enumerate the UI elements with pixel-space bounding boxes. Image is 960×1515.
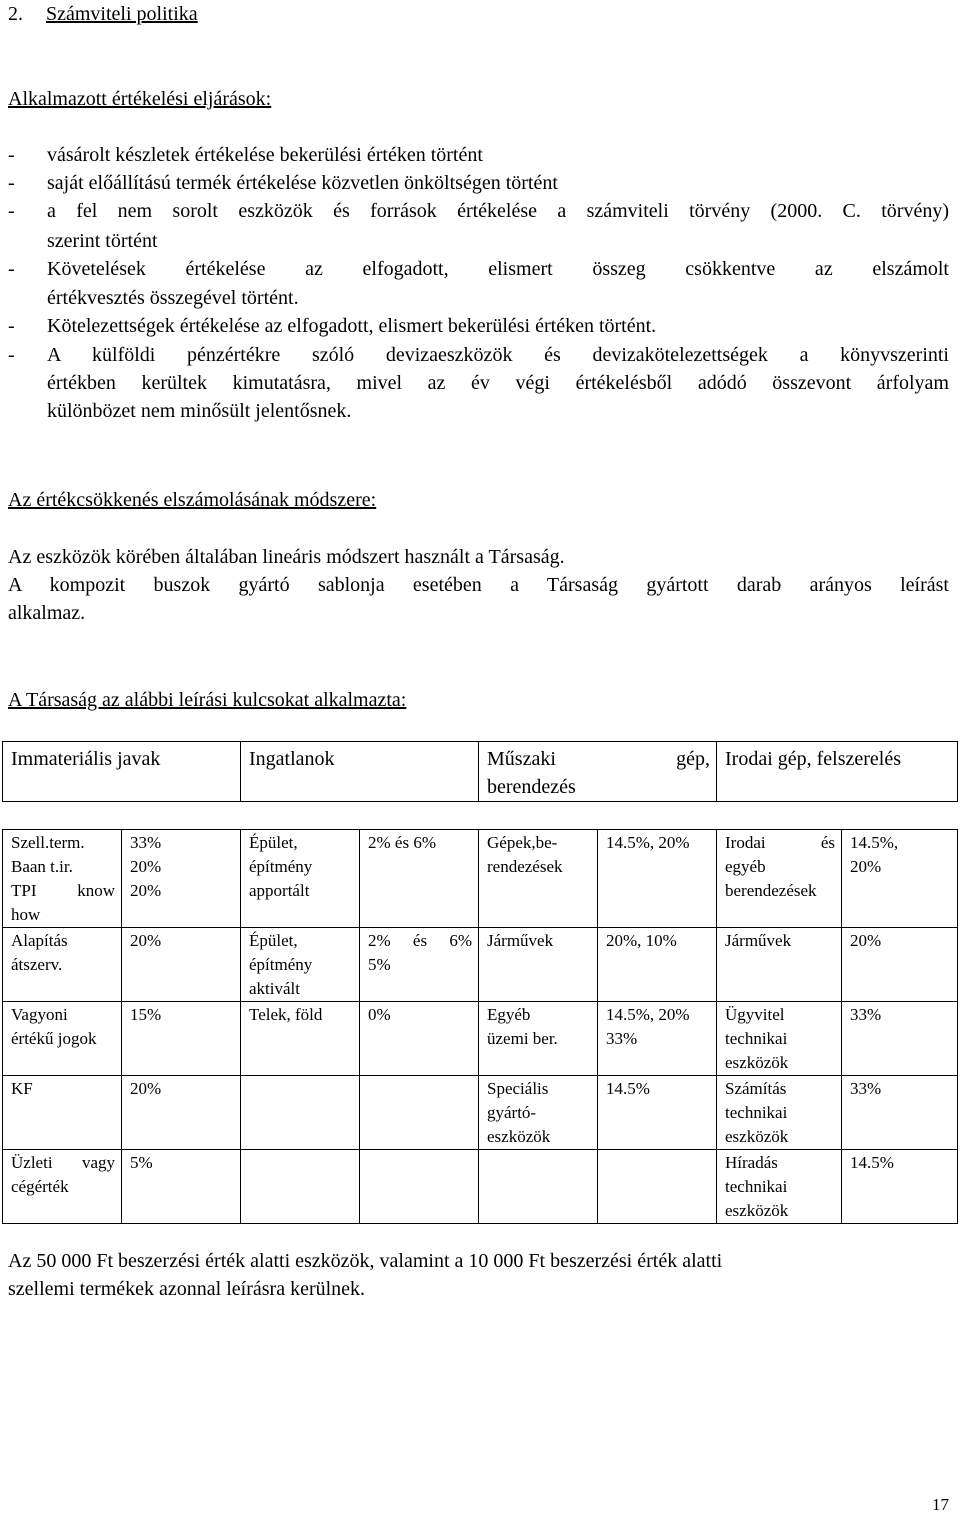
table-cell	[598, 928, 717, 1002]
cell-line: 14.5%,	[850, 833, 899, 852]
cell-line: Épület,	[249, 833, 298, 852]
list-item-continuation: különbözet nem minősült jelentősnek.	[47, 400, 352, 422]
cell-line: cégérték	[11, 1177, 69, 1196]
cell-line: 14.5%	[606, 1079, 650, 1098]
table-cell	[842, 830, 958, 928]
cell-line: 5%	[130, 1153, 153, 1172]
cell-line: 14.5%, 20%	[606, 1005, 690, 1024]
cell-line: üzemi ber.	[487, 1029, 558, 1048]
cell-line: 15%	[130, 1005, 162, 1024]
header-office: Irodai gép, felszerelés	[717, 742, 958, 802]
list-item: - saját előállítású termék értékelése közvetlen önköltségen történt	[0, 169, 960, 197]
depreciation-text: alkalmaz.	[8, 602, 86, 624]
cell-line: 33%	[850, 1005, 882, 1024]
list-item: - Követelések értékelése az elfogadott, elismert összeg csökkentve az elszámolt	[0, 255, 960, 283]
list-item-continuation: értékvesztés összegével történt.	[47, 287, 299, 309]
cell-line: 20%	[850, 931, 882, 950]
table-cell	[842, 1150, 958, 1224]
cell-line: Híradás	[725, 1153, 778, 1172]
section-title: Számviteli politika	[46, 3, 198, 25]
table-cell	[598, 1002, 717, 1076]
table-cell	[717, 1150, 842, 1224]
bullet-dash: -	[8, 258, 15, 280]
cell-line: technikai	[725, 1103, 788, 1122]
cell-line: 20%	[130, 857, 162, 876]
table-cell	[241, 830, 360, 928]
table-cell	[842, 1076, 958, 1150]
cell-line: 20%	[130, 881, 162, 900]
cell-line: 2% és 6%	[368, 833, 436, 852]
table-cell	[3, 928, 122, 1002]
valuation-heading: Alkalmazott értékelési eljárások:	[8, 88, 272, 110]
header-intangible: Immateriális javak	[3, 742, 241, 802]
cell-line: Épület,	[249, 931, 298, 950]
cell-line: TPI know	[11, 881, 115, 900]
cell-line: Ügyvitel	[725, 1005, 785, 1024]
cell-line: 20%	[130, 931, 162, 950]
table-cell	[598, 830, 717, 928]
table-cell	[3, 1076, 122, 1150]
cell-line: KF	[11, 1079, 33, 1098]
header-property: Ingatlanok	[241, 742, 479, 802]
cell-line: Speciális	[487, 1079, 549, 1098]
depreciation-text: Az eszközök körében általában lineáris módszert használt a Társaság.	[8, 546, 565, 568]
table-cell	[122, 1076, 241, 1150]
cell-line: gyártó-	[487, 1103, 537, 1122]
cell-line: Baan t.ir.	[11, 857, 73, 876]
cell-line: Gépek,be-	[487, 833, 558, 852]
table-cell	[717, 830, 842, 928]
table-cell	[122, 928, 241, 1002]
table-cell	[360, 830, 479, 928]
cell-line: technikai	[725, 1177, 788, 1196]
header-machinery: Műszaki gép, berendezés	[479, 742, 717, 802]
bullet-dash: -	[8, 200, 15, 222]
table-row	[3, 1002, 958, 1076]
cell-line: 2% és 6%	[368, 931, 472, 950]
footer-text: Az 50 000 Ft beszerzési érték alatti eszközök, valamint a 10 000 Ft beszerzési érték alatti	[8, 1250, 723, 1272]
cell-line: átszerv.	[11, 955, 63, 974]
cell-line: Szell.term.	[11, 833, 85, 852]
cell-line: how	[11, 905, 41, 924]
table-cell	[241, 1002, 360, 1076]
cell-line: építmény	[249, 857, 313, 876]
bullet-dash: -	[8, 344, 15, 366]
table-cell	[241, 1076, 360, 1150]
table-cell	[241, 1150, 360, 1224]
list-item-continuation: értékben kerültek kimutatásra, mivel az év végi értékelésből adódó összevont árfolyam	[47, 372, 949, 394]
cell-line: technikai	[725, 1029, 788, 1048]
cell-line: 14.5%	[850, 1153, 894, 1172]
table-cell	[3, 830, 122, 928]
table-cell	[360, 1002, 479, 1076]
cell-line: 20%, 10%	[606, 931, 677, 950]
cell-line: Járművek	[487, 931, 554, 950]
cell-line: egyéb	[725, 857, 766, 876]
table-cell	[360, 1150, 479, 1224]
table-cell	[717, 1002, 842, 1076]
cell-line: apportált	[249, 881, 310, 900]
section-number: 2.	[8, 3, 23, 25]
cell-line: berendezések	[725, 881, 817, 900]
table-cell	[479, 1076, 598, 1150]
cell-line: Alapítás	[11, 931, 68, 950]
list-item-continuation: szerint történt	[47, 230, 158, 252]
table-cell	[122, 1002, 241, 1076]
table-cell	[598, 1150, 717, 1224]
cell-line: Egyéb	[487, 1005, 531, 1024]
table-row	[3, 1150, 958, 1224]
cell-line: 20%	[850, 857, 882, 876]
cell-line: Számítás	[725, 1079, 787, 1098]
bullet-dash: -	[8, 144, 15, 166]
keys-detail-table	[2, 829, 958, 1224]
table-cell	[479, 1150, 598, 1224]
cell-line: eszközök	[487, 1127, 551, 1146]
cell-line: értékű jogok	[11, 1029, 97, 1048]
table-cell	[479, 830, 598, 928]
list-item: - a fel nem sorolt eszközök és források értékelése a számviteli törvény (2000. C. törvény)	[0, 197, 960, 225]
page-number: 17	[932, 1495, 949, 1514]
table-row	[3, 928, 958, 1002]
cell-line: Vagyoni	[11, 1005, 68, 1024]
keys-heading: A Társaság az alábbi leírási kulcsokat alkalmazta:	[8, 689, 407, 711]
bullet-dash: -	[8, 315, 15, 337]
cell-line: eszközök	[725, 1201, 789, 1220]
bullet-dash: -	[8, 172, 15, 194]
cell-line: építmény	[249, 955, 313, 974]
cell-line: aktivált	[249, 979, 300, 998]
cell-line: 5%	[368, 955, 391, 974]
table-cell	[360, 928, 479, 1002]
cell-line: 14.5%, 20%	[606, 833, 690, 852]
depreciation-heading: Az értékcsökkenés elszámolásának módszere:	[8, 489, 377, 511]
table-cell	[842, 928, 958, 1002]
table-cell	[479, 928, 598, 1002]
table-cell	[360, 1076, 479, 1150]
table-cell	[598, 1076, 717, 1150]
table-cell	[717, 1076, 842, 1150]
table-cell	[842, 1002, 958, 1076]
table-cell	[479, 1002, 598, 1076]
table-row	[3, 830, 958, 928]
cell-line: eszközök	[725, 1053, 789, 1072]
table-cell	[241, 928, 360, 1002]
list-item: - Kötelezettségek értékelése az elfogadott, elismert bekerülési értéken történt.	[0, 312, 960, 340]
footer-text: szellemi termékek azonnal leírásra kerülnek.	[8, 1278, 366, 1300]
table-cell	[3, 1150, 122, 1224]
list-item: - A külföldi pénzértékre szóló devizaeszközök és devizakötelezettségek a könyvszerinti	[0, 341, 960, 369]
cell-line: 33%	[606, 1029, 638, 1048]
cell-line: Üzleti vagy	[11, 1153, 115, 1172]
cell-line: Irodai és	[725, 833, 835, 852]
cell-line: 33%	[850, 1079, 882, 1098]
depreciation-text: A kompozit buszok gyártó sablonja esetében a Társaság gyártott darab arányos leírást	[8, 574, 949, 596]
cell-line: 0%	[368, 1005, 391, 1024]
table-cell	[3, 1002, 122, 1076]
list-item: - vásárolt készletek értékelése bekerülési értéken történt	[0, 141, 960, 169]
cell-line: Járművek	[725, 931, 792, 950]
table-cell	[122, 830, 241, 928]
cell-line: 20%	[130, 1079, 162, 1098]
cell-line: Telek, föld	[249, 1005, 323, 1024]
cell-line: eszközök	[725, 1127, 789, 1146]
cell-line: 33%	[130, 833, 162, 852]
table-cell	[122, 1150, 241, 1224]
keys-header-table	[2, 741, 958, 802]
table-row	[3, 1076, 958, 1150]
table-cell	[717, 928, 842, 1002]
cell-line: rendezések	[487, 857, 563, 876]
